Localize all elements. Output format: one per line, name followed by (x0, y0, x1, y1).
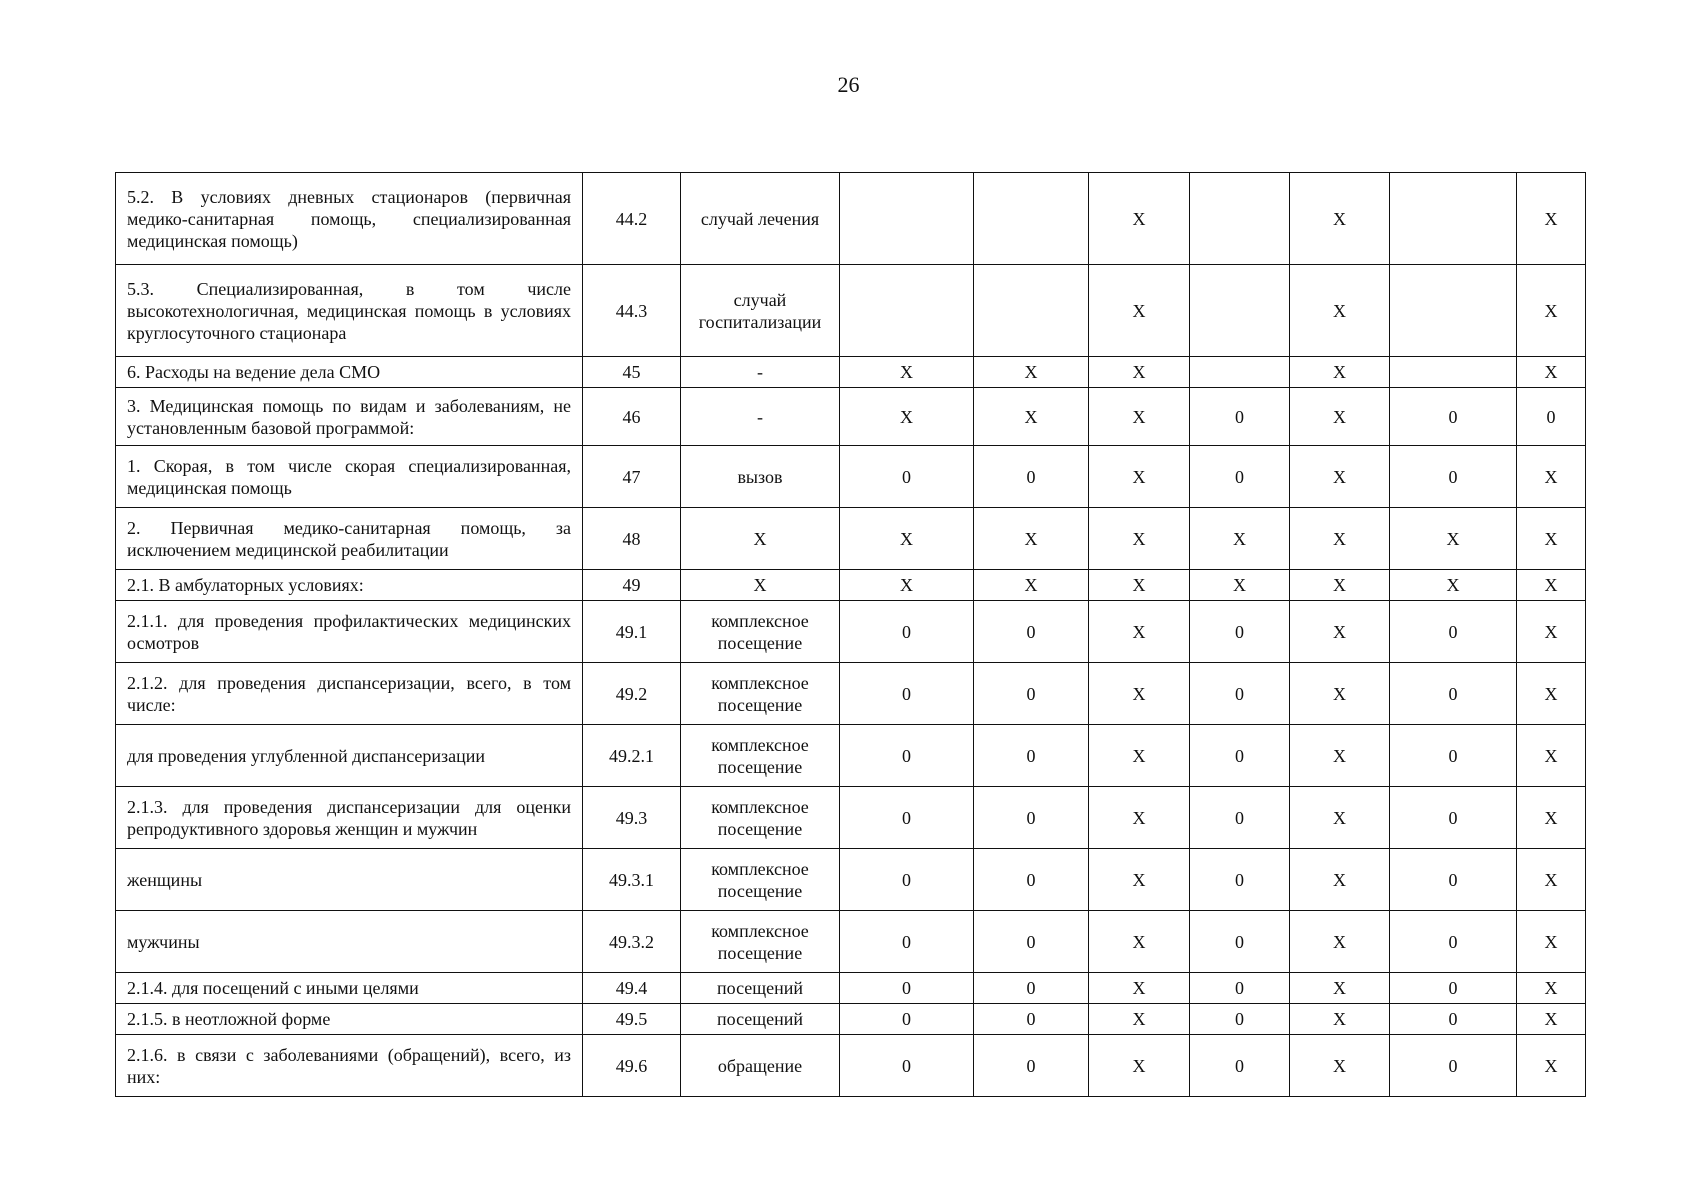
row-value: Х (1290, 173, 1390, 265)
row-value: 0 (1190, 849, 1290, 911)
row-value: 0 (974, 725, 1089, 787)
row-value: 0 (1190, 725, 1290, 787)
row-value: Х (840, 357, 974, 388)
row-value: Х (1517, 725, 1586, 787)
row-value: 0 (1390, 1035, 1517, 1097)
row-value: Х (1290, 388, 1390, 446)
table-row (116, 508, 1586, 570)
page-number: 26 (837, 72, 860, 97)
row-value: Х (1190, 508, 1290, 570)
row-value: Х (1290, 849, 1390, 911)
row-code: 49.2 (583, 663, 681, 725)
row-value: Х (1290, 570, 1390, 601)
row-value: Х (1290, 601, 1390, 663)
row-value: Х (1290, 911, 1390, 973)
row-value: 0 (1390, 663, 1517, 725)
row-value: Х (1517, 787, 1586, 849)
table-row (116, 973, 1586, 1004)
row-unit: комплексное посещение (681, 787, 840, 849)
row-value: 0 (974, 911, 1089, 973)
row-value: Х (1290, 357, 1390, 388)
row-code: 49.3.2 (583, 911, 681, 973)
row-value: Х (1290, 446, 1390, 508)
row-code: 49.5 (583, 1004, 681, 1035)
row-value: Х (1517, 357, 1586, 388)
row-name: 2.1. В амбулаторных условиях: (116, 570, 583, 601)
row-value: Х (1290, 1035, 1390, 1097)
row-value: 0 (1190, 911, 1290, 973)
row-value: Х (1517, 911, 1586, 973)
table-row (116, 1004, 1586, 1035)
row-value: 0 (1190, 973, 1290, 1004)
row-name: 1. Скорая, в том числе скорая специализированная, медицинская помощь (116, 446, 583, 508)
row-value: Х (1290, 508, 1390, 570)
row-unit: - (681, 388, 840, 446)
row-value: Х (1517, 663, 1586, 725)
row-value: Х (1290, 265, 1390, 357)
row-value: 0 (1390, 388, 1517, 446)
row-value: 0 (1190, 787, 1290, 849)
row-value: Х (840, 570, 974, 601)
row-value: Х (1517, 973, 1586, 1004)
row-value: Х (974, 508, 1089, 570)
row-value: 0 (974, 663, 1089, 725)
row-value: Х (1089, 601, 1190, 663)
row-name: для проведения углубленной диспансеризации (116, 725, 583, 787)
row-value: 0 (840, 787, 974, 849)
row-unit: комплексное посещение (681, 601, 840, 663)
row-value: 0 (1390, 973, 1517, 1004)
row-value: Х (1390, 570, 1517, 601)
row-value: Х (1290, 787, 1390, 849)
row-value (1190, 357, 1290, 388)
row-value: Х (1089, 388, 1190, 446)
row-value: Х (1190, 570, 1290, 601)
row-unit: комплексное посещение (681, 849, 840, 911)
row-value: Х (1089, 725, 1190, 787)
row-value: 0 (1190, 1035, 1290, 1097)
row-value: Х (974, 388, 1089, 446)
row-name: мужчины (116, 911, 583, 973)
row-value (1390, 173, 1517, 265)
row-unit: - (681, 357, 840, 388)
row-value (974, 173, 1089, 265)
row-unit: посещений (681, 1004, 840, 1035)
row-unit: случай госпитализации (681, 265, 840, 357)
row-value: Х (1089, 446, 1190, 508)
row-value (840, 173, 974, 265)
table-row (116, 663, 1586, 725)
row-value: Х (1517, 265, 1586, 357)
row-value: 0 (1390, 787, 1517, 849)
table-row (116, 725, 1586, 787)
row-value: 0 (840, 849, 974, 911)
row-value (1390, 265, 1517, 357)
row-value (974, 265, 1089, 357)
row-code: 49.3.1 (583, 849, 681, 911)
row-value: 0 (840, 973, 974, 1004)
row-value: 0 (840, 1004, 974, 1035)
row-value: 0 (1517, 388, 1586, 446)
row-value: Х (1290, 663, 1390, 725)
row-value: Х (1089, 1035, 1190, 1097)
table-row (116, 446, 1586, 508)
row-value: Х (1089, 173, 1190, 265)
row-value: 0 (1390, 446, 1517, 508)
row-unit: случай лечения (681, 173, 840, 265)
row-unit: комплексное посещение (681, 911, 840, 973)
row-value: Х (1089, 265, 1190, 357)
row-value: 0 (1190, 446, 1290, 508)
row-value: 0 (840, 446, 974, 508)
row-value: 0 (840, 1035, 974, 1097)
row-value: Х (1089, 663, 1190, 725)
row-name: 2.1.2. для проведения диспансеризации, всего, в том числе: (116, 663, 583, 725)
row-unit: обращение (681, 1035, 840, 1097)
table-row (116, 388, 1586, 446)
row-code: 48 (583, 508, 681, 570)
row-value: 0 (840, 663, 974, 725)
row-code: 46 (583, 388, 681, 446)
row-value: Х (1089, 1004, 1190, 1035)
row-value: 0 (974, 787, 1089, 849)
row-code: 49.1 (583, 601, 681, 663)
row-unit: комплексное посещение (681, 725, 840, 787)
row-unit: посещений (681, 973, 840, 1004)
row-unit: вызов (681, 446, 840, 508)
table-row (116, 601, 1586, 663)
row-unit: Х (681, 570, 840, 601)
row-value: 0 (1390, 1004, 1517, 1035)
row-code: 45 (583, 357, 681, 388)
row-value: Х (1517, 849, 1586, 911)
row-value: Х (1290, 725, 1390, 787)
row-value: Х (1089, 508, 1190, 570)
row-value: Х (1089, 570, 1190, 601)
table-row (116, 357, 1586, 388)
row-value: Х (1089, 787, 1190, 849)
row-value (840, 265, 974, 357)
row-value: Х (1089, 973, 1190, 1004)
row-unit: Х (681, 508, 840, 570)
row-name: 5.3. Специализированная, в том числе высокотехнологичная, медицинская помощь в условиях круглосуточного стационара (116, 265, 583, 357)
row-value: 0 (974, 973, 1089, 1004)
row-code: 49.3 (583, 787, 681, 849)
row-value: 0 (840, 725, 974, 787)
row-code: 49.2.1 (583, 725, 681, 787)
row-name: 2.1.6. в связи с заболеваниями (обращений), всего, из них: (116, 1035, 583, 1097)
row-value (1190, 265, 1290, 357)
table-row (116, 265, 1586, 357)
row-value: Х (1517, 1035, 1586, 1097)
row-name: 2.1.3. для проведения диспансеризации для оценки репродуктивного здоровья женщин и мужчин (116, 787, 583, 849)
row-name: 2.1.4. для посещений с иными целями (116, 973, 583, 1004)
row-value: Х (1290, 1004, 1390, 1035)
row-value: 0 (1390, 601, 1517, 663)
row-name: 3. Медицинская помощь по видам и заболеваниям, не установленным базовой программой: (116, 388, 583, 446)
row-value: Х (1390, 508, 1517, 570)
row-value: Х (1517, 446, 1586, 508)
row-value (1190, 173, 1290, 265)
row-name: 2. Первичная медико-санитарная помощь, за исключением медицинской реабилитации (116, 508, 583, 570)
table-row (116, 911, 1586, 973)
row-name: 2.1.5. в неотложной форме (116, 1004, 583, 1035)
data-table (115, 172, 1586, 1097)
row-value: Х (1517, 173, 1586, 265)
row-value: 0 (1190, 388, 1290, 446)
row-value: Х (1517, 1004, 1586, 1035)
row-unit: комплексное посещение (681, 663, 840, 725)
table-row (116, 787, 1586, 849)
row-value: Х (1089, 357, 1190, 388)
table-row (116, 173, 1586, 265)
row-name: 2.1.1. для проведения профилактических медицинских осмотров (116, 601, 583, 663)
row-value: 0 (840, 601, 974, 663)
row-name: 5.2. В условиях дневных стационаров (первичная медико-санитарная помощь, специализированная медицинская помощь) (116, 173, 583, 265)
row-value: 0 (974, 1004, 1089, 1035)
row-value: Х (974, 357, 1089, 388)
row-value: 0 (974, 849, 1089, 911)
row-code: 49.4 (583, 973, 681, 1004)
row-code: 44.3 (583, 265, 681, 357)
table-row (116, 570, 1586, 601)
row-code: 49.6 (583, 1035, 681, 1097)
row-value: 0 (974, 1035, 1089, 1097)
row-value: 0 (1390, 911, 1517, 973)
row-value: 0 (1390, 849, 1517, 911)
row-value: 0 (1390, 725, 1517, 787)
row-value (1390, 357, 1517, 388)
row-value: Х (1517, 508, 1586, 570)
row-value: 0 (974, 446, 1089, 508)
row-code: 49 (583, 570, 681, 601)
row-value: Х (974, 570, 1089, 601)
row-value: Х (1290, 973, 1390, 1004)
row-value: 0 (1190, 601, 1290, 663)
row-value: Х (840, 508, 974, 570)
row-value: Х (1089, 911, 1190, 973)
table-row (116, 849, 1586, 911)
row-name: 6. Расходы на ведение дела СМО (116, 357, 583, 388)
row-code: 44.2 (583, 173, 681, 265)
row-value: 0 (840, 911, 974, 973)
row-value: 0 (1190, 1004, 1290, 1035)
row-value: Х (1517, 570, 1586, 601)
row-value: Х (1517, 601, 1586, 663)
table-row (116, 1035, 1586, 1097)
row-value: Х (840, 388, 974, 446)
row-name: женщины (116, 849, 583, 911)
row-value: 0 (1190, 663, 1290, 725)
row-code: 47 (583, 446, 681, 508)
row-value: 0 (974, 601, 1089, 663)
row-value: Х (1089, 849, 1190, 911)
